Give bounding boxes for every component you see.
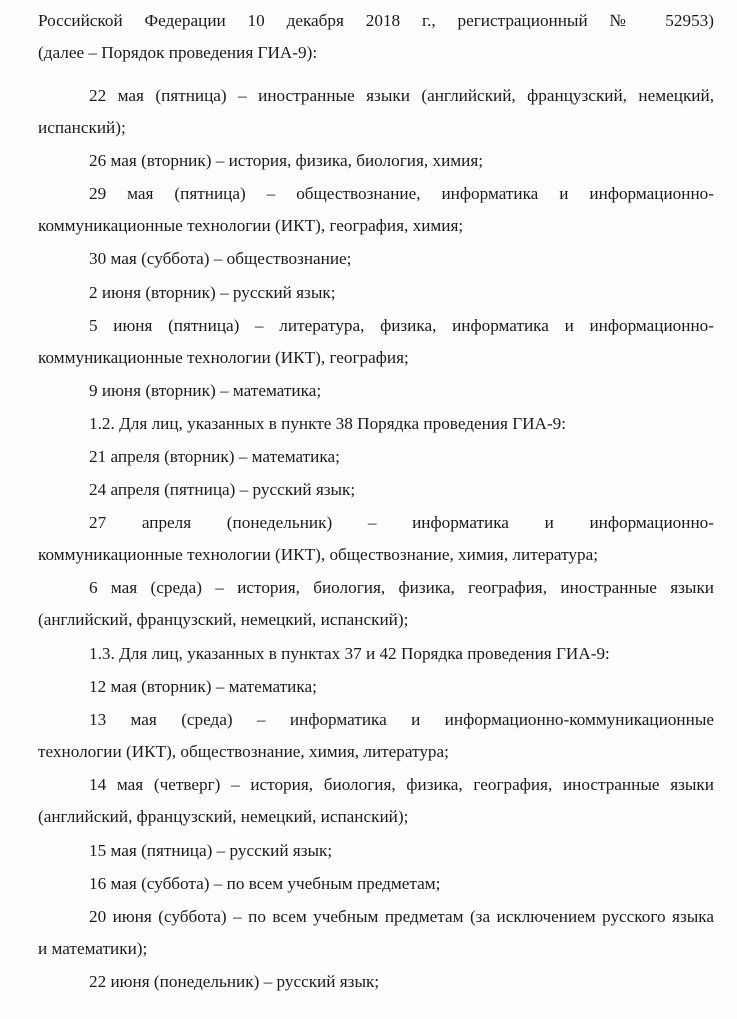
text-line: 24 апреля (пятница) – русский язык; — [89, 480, 356, 499]
text-line: испанский); — [38, 118, 126, 137]
text-line: 16 мая (суббота) – по всем учебным предметам; — [89, 874, 441, 893]
text-line: 14 мая (четверг) – история, биология, физика, география, иностранные языки — [89, 775, 714, 794]
text-line: 29 мая (пятница) – обществознание, информатика и информационно- — [89, 184, 714, 203]
text-line: 5 июня (пятница) – литература, физика, информатика и информационно- — [89, 316, 714, 335]
text-line: 15 мая (пятница) – русский язык; — [89, 841, 333, 860]
text-line: 13 мая (среда) – информатика и информационно-коммуникационные — [89, 710, 714, 729]
text-line: 30 мая (суббота) – обществознание; — [89, 249, 352, 268]
text-line: 27 апреля (понедельник) – информатика и информационно- — [89, 513, 714, 532]
section-heading: 1.3. Для лиц, указанных в пунктах 37 и 42 Порядка проведения ГИА-9: — [89, 644, 610, 663]
text-line: коммуникационные технологии (ИКТ), география, химия; — [38, 216, 464, 235]
text-line: (далее – Порядок проведения ГИА-9): — [38, 43, 318, 62]
text-line: 26 мая (вторник) – история, физика, биология, химия; — [89, 151, 484, 170]
text-line: (английский, французский, немецкий, испанский); — [38, 610, 409, 629]
text-line: 21 апреля (вторник) – математика; — [89, 447, 340, 466]
text-line: 22 мая (пятница) – иностранные языки (английский, французский, немецкий, — [89, 86, 714, 105]
text-line: 6 мая (среда) – история, биология, физика, география, иностранные языки — [89, 578, 714, 597]
text-line: технологии (ИКТ), обществознание, химия, литература; — [38, 742, 449, 761]
text-line: 22 июня (понедельник) – русский язык; — [89, 972, 380, 991]
text-line: 2 июня (вторник) – русский язык; — [89, 283, 336, 302]
section-heading: 1.2. Для лиц, указанных в пункте 38 Порядка проведения ГИА-9: — [89, 414, 567, 433]
text-line: (английский, французский, немецкий, испанский); — [38, 807, 409, 826]
text-line: и математики); — [38, 939, 148, 958]
text-line: Российской Федерации 10 декабря 2018 г., регистрационный № 52953) — [38, 11, 714, 30]
text-line: 20 июня (суббота) – по всем учебным предметам (за исключением русского языка — [89, 907, 714, 926]
text-line: коммуникационные технологии (ИКТ), география; — [38, 348, 409, 367]
text-line: коммуникационные технологии (ИКТ), обществознание, химия, литература; — [38, 545, 598, 564]
text-line: 12 мая (вторник) – математика; — [89, 677, 317, 696]
text-line: 9 июня (вторник) – математика; — [89, 381, 322, 400]
